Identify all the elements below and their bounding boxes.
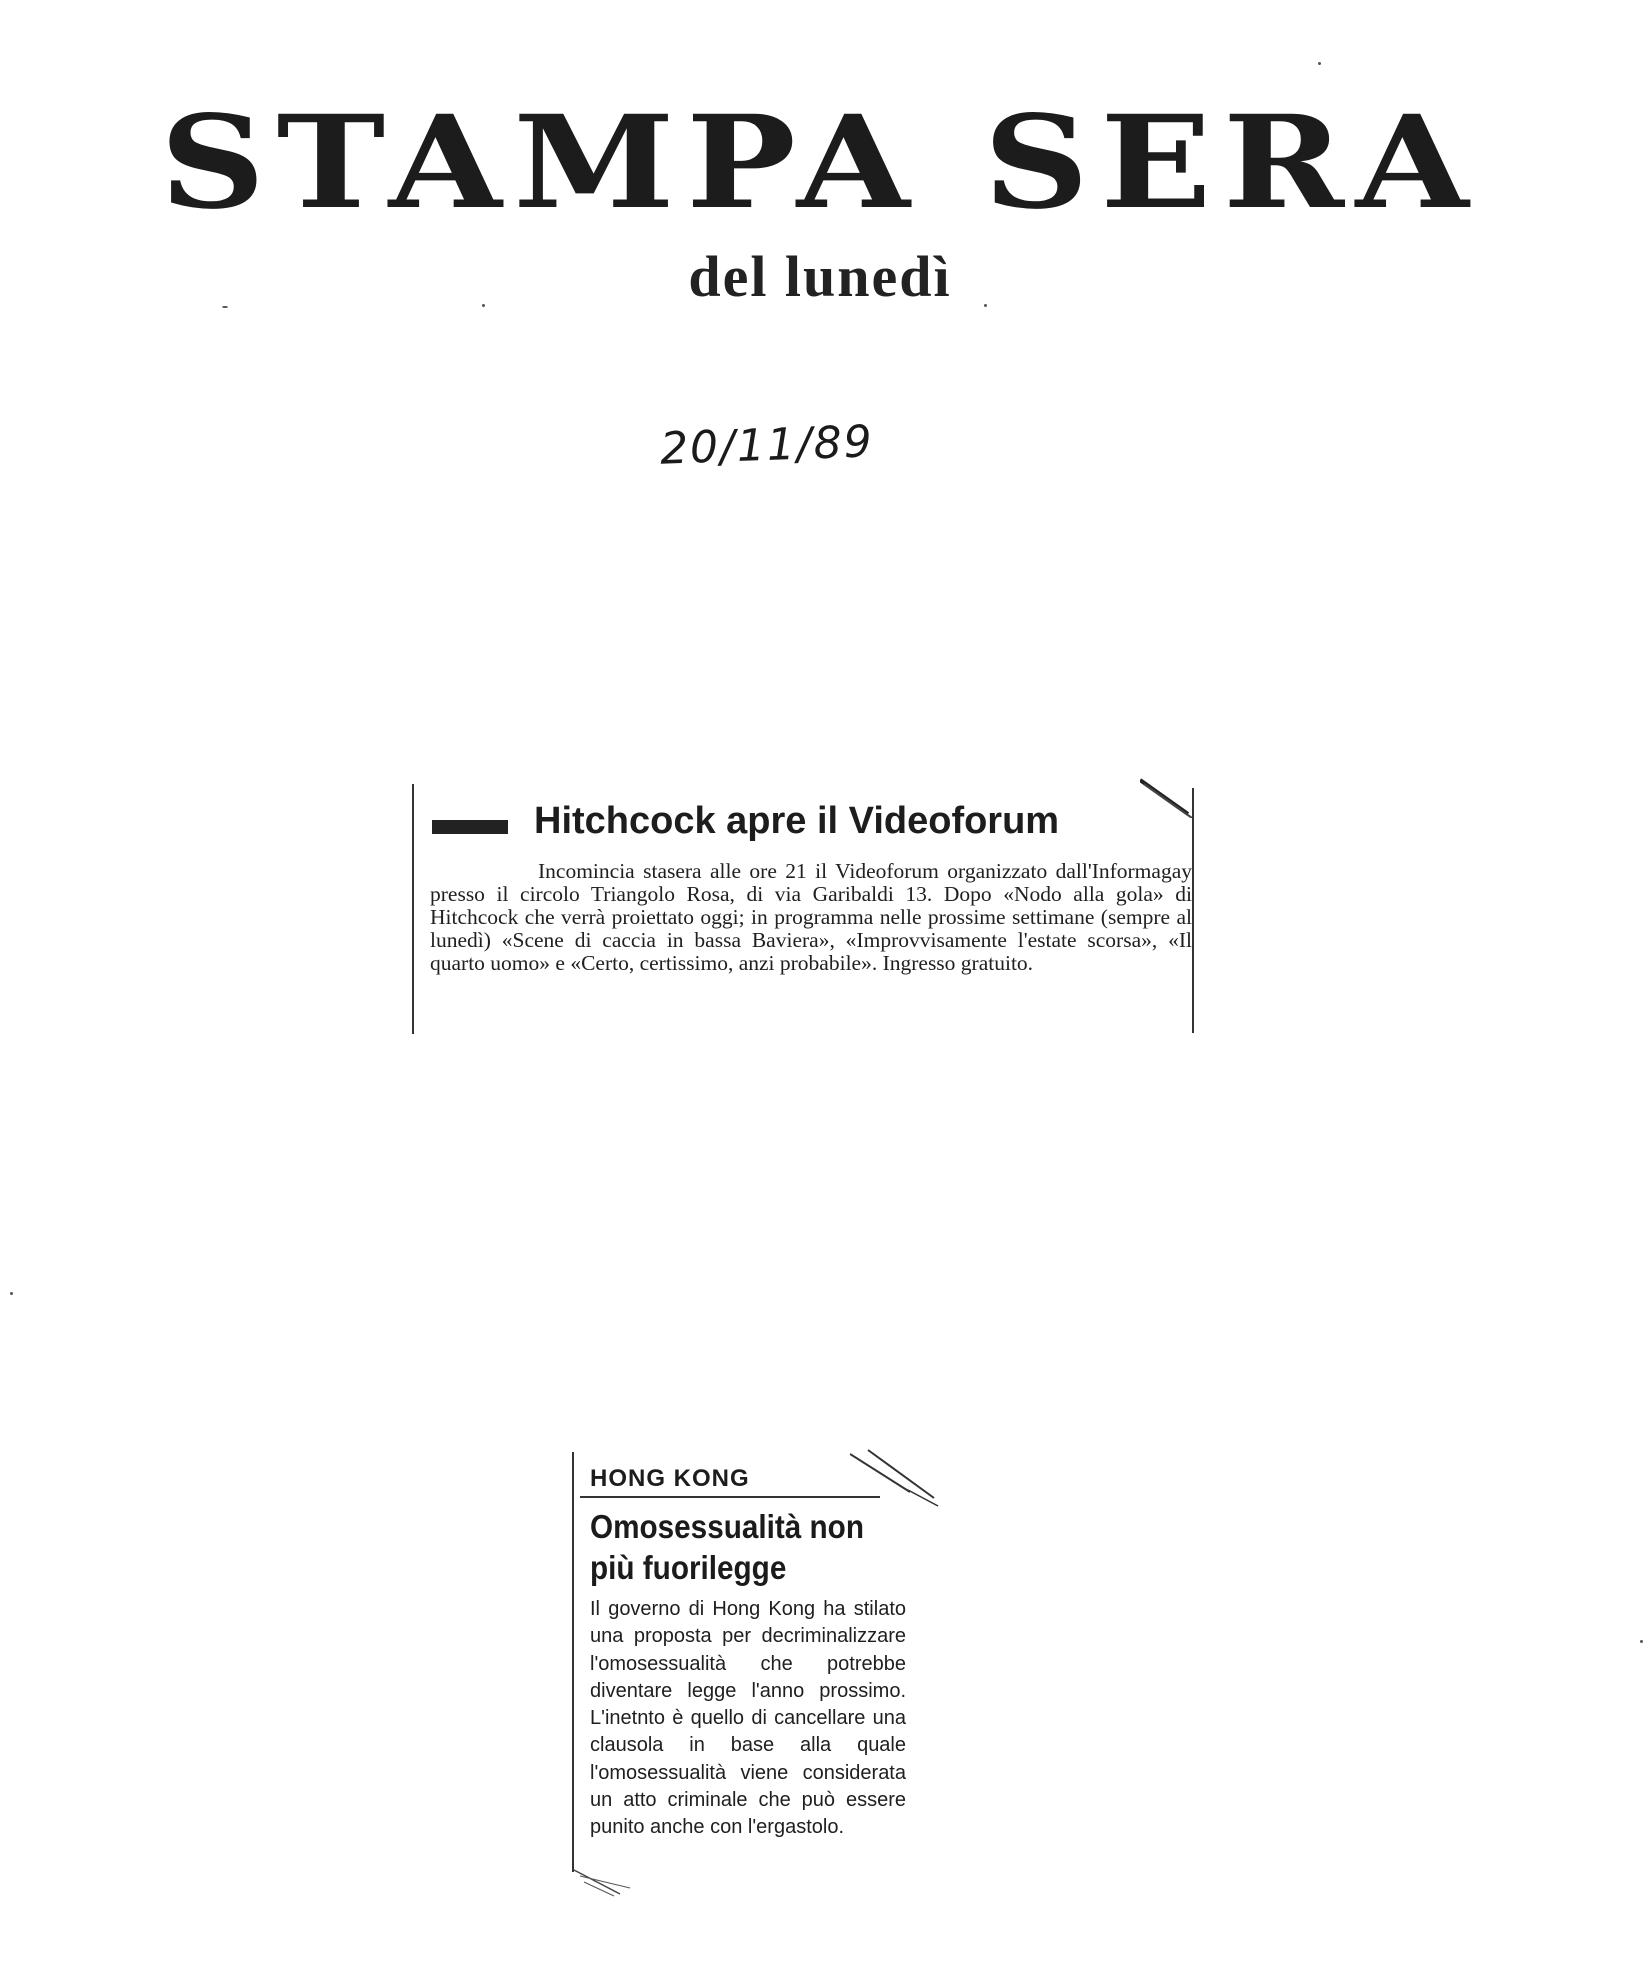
masthead-title: STAMPA SERA	[159, 88, 1481, 238]
scan-speck	[1318, 62, 1321, 65]
handwritten-date: 20/11/89	[659, 416, 875, 475]
kicker-rule	[580, 1496, 880, 1498]
clipping-edge	[1192, 788, 1194, 1033]
corner-slash-icon	[1140, 778, 1200, 818]
news-clipping-hong-kong	[570, 1448, 940, 1898]
headline-bar	[432, 820, 508, 834]
news-clipping-videoforum	[410, 778, 1200, 1033]
corner-lines-icon	[850, 1448, 940, 1508]
article-body: Incomincia stasera alle ore 21 il Videoforum organizzato dall'Informagay presso il circolo Triangolo Rosa, di via Garibaldi 13. Dopo «Nodo alla gola» di Hitchcock che verrà proiettato oggi; in programma nelle prossime settimane (sempre al lunedì) «Scene di caccia in bassa Baviera», «Improvvisamente l'estate scorsa», «Il quarto uomo» e «Certo, certissimo, anzi probabile». Ingresso gratuito.	[430, 859, 1192, 975]
article-body: Il governo di Hong Kong ha stilato una proposta per decriminalizzare l'omosessualità che potrebbe diventare legge l'anno prossimo. L'inetnto è quello di cancellare una clausola in base alla quale l'omosessualità viene considerata un atto criminale che può essere punito anche con l'ergastolo.	[590, 1598, 906, 1839]
scan-speck	[10, 1292, 13, 1295]
torn-edge-icon	[570, 1868, 640, 1898]
scan-speck	[482, 304, 485, 307]
article-headline: Hitchcock apre il Videoforum	[534, 800, 1060, 842]
scan-speck	[222, 306, 228, 308]
article-headline: Omosessualità non più fuorilegge	[590, 1508, 864, 1586]
article-kicker: HONG KONG	[590, 1465, 750, 1492]
clipping-edge	[412, 784, 414, 1034]
clipping-edge	[572, 1452, 574, 1872]
scan-speck	[984, 304, 987, 307]
masthead-subtitle: del lunedì	[688, 244, 952, 309]
scan-speck	[1640, 1640, 1643, 1643]
